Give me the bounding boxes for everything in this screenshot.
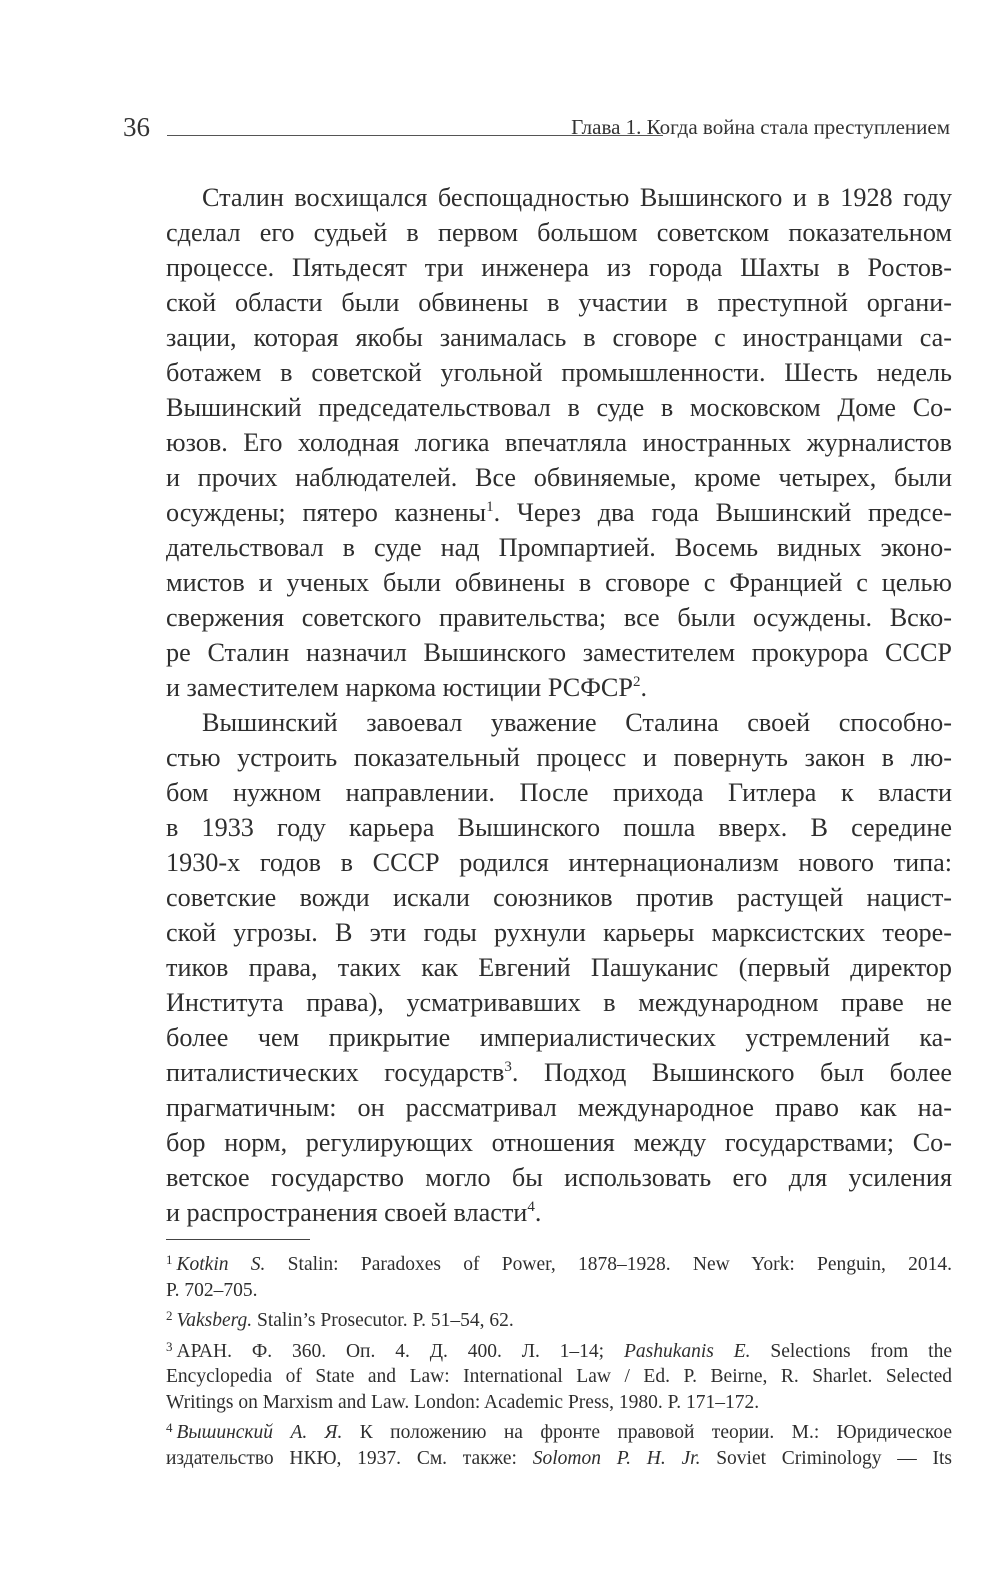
footnote-mark: 2	[166, 1308, 173, 1323]
text-line: сделал его судьей в первом большом советском показательном	[166, 218, 952, 247]
text-run: .	[640, 673, 647, 702]
text-line	[166, 1055, 952, 1090]
footnote-author: Pashukanis E.	[623, 1340, 751, 1362]
footnote-rule	[166, 1239, 310, 1240]
footnote-line	[166, 1252, 952, 1278]
footnote-mark: 3	[166, 1338, 173, 1354]
text-line: свержения советского правительства; все были осуждены. Вско-	[166, 603, 952, 632]
footnote-line	[166, 1420, 952, 1446]
text-run: .	[534, 1198, 542, 1227]
footnote-1	[166, 1252, 952, 1303]
footnote-line: Encyclopedia of State and Law: International Law / Ed. P. Beirne, R. Sharlet. Selected	[166, 1366, 952, 1387]
text-line: процессе. Пятьдесят три инженера из города Шахты в Ростов-	[166, 253, 952, 282]
text-line	[166, 1195, 952, 1230]
footnote-2	[166, 1308, 952, 1334]
text-line: ре Сталин назначил Вышинского заместителем прокурора СССР	[166, 638, 952, 667]
text-line: советские вожди искали союзников против растущей нацист-	[166, 883, 952, 912]
text-line: стью устроить показательный процесс и повернуть закон в лю-	[166, 743, 952, 772]
text-line	[166, 670, 952, 705]
text-line: Вышинский завоевал уважение Сталина своей способно-	[202, 708, 952, 737]
text-line: зации, которая якобы занималась в сговоре с иностранцами са-	[166, 323, 952, 352]
text-run: и заместителем наркома юстиции РСФСР	[166, 673, 633, 702]
text-run: питалистических государств	[166, 1058, 505, 1087]
text-line: Сталин восхищался беспощадностью Вышинского и в 1928 году	[202, 183, 952, 212]
text-line: ботажем в советской угольной промышленности. Шесть недель	[166, 358, 952, 387]
note-ref-3[interactable]: 3	[504, 1059, 512, 1075]
footnote-line: Writings on Marxism and Law. London: Academic Press, 1980. P. 171–172.	[166, 1391, 760, 1413]
footnote-author: Kotkin S.	[176, 1254, 266, 1275]
chapter-title: Глава 1. Когда война стала преступлением	[571, 115, 950, 139]
footnote-author: Solomon P. H. Jr.	[532, 1447, 701, 1469]
footnote-text: Stalin’s Prosecutor. P. 51–54, 62.	[252, 1310, 514, 1331]
text-line: и прочих наблюдателей. Все обвиняемые, кроме четырех, были	[166, 463, 952, 492]
paragraph-2	[166, 705, 952, 1230]
footnote-line	[166, 1308, 952, 1334]
footnote-text: Soviet Criminology — Its	[700, 1447, 952, 1469]
footnote-text: АРАН. Ф. 360. Оп. 4. Д. 400. Л. 1–14;	[176, 1340, 624, 1362]
text-line: бом нужном направлении. После прихода Гитлера к власти	[166, 778, 952, 807]
text-line: ской области были обвинены в участии в преступной органи-	[166, 288, 952, 317]
footnote-4	[166, 1420, 952, 1471]
text-line: в 1933 году карьера Вышинского пошла вверх. В середине	[166, 813, 952, 842]
note-ref-1[interactable]: 1	[486, 499, 494, 515]
text-line	[166, 495, 952, 530]
footnote-author: Вышинский А. Я.	[176, 1422, 343, 1443]
text-line: тиков права, таких как Евгений Пашуканис (первый директор	[166, 953, 952, 982]
text-line: Вышинский председательствовал в суде в московском Доме Со-	[166, 393, 952, 422]
footnotes	[166, 1252, 952, 1471]
footnote-mark: 1	[166, 1252, 173, 1267]
text-line: прагматичным: он рассматривал международное право как на-	[166, 1093, 952, 1122]
text-line: более чем прикрытие империалистических устремлений ка-	[166, 1023, 952, 1052]
footnote-text: издательство НКЮ, 1937. См. также:	[166, 1447, 533, 1469]
text-line: юзов. Его холодная логика впечатляла иностранных журналистов	[166, 428, 952, 457]
note-ref-4[interactable]: 4	[527, 1199, 535, 1215]
text-line: ветское государство могло бы использовать его для усиления	[166, 1163, 952, 1192]
text-run: и распространения своей власти	[166, 1198, 528, 1227]
footnote-text: Stalin: Paradoxes of Power, 1878–1928. New York: Penguin, 2014.	[265, 1254, 952, 1275]
footnote-text: Selections from the	[750, 1340, 952, 1362]
note-ref-2[interactable]: 2	[632, 674, 641, 690]
footnote-3	[166, 1339, 952, 1416]
text-line: Института права), усматривавших в международном праве не	[166, 988, 952, 1017]
text-line: бор норм, регулирующих отношения между государствами; Со-	[166, 1128, 952, 1157]
text-line: дательствовал в суде над Промпартией. Восемь видных эконо-	[166, 533, 952, 562]
footnote-author: Vaksberg.	[176, 1310, 253, 1331]
text-run: . Через два года Вышинский предсе-	[493, 498, 952, 527]
footnote-text: К положению на фронте правовой теории. М.: Юридическое	[342, 1422, 953, 1443]
page-number: 36	[123, 112, 150, 142]
text-run: . Подход Вышинского был более	[511, 1058, 952, 1087]
footnote-line	[166, 1339, 952, 1365]
text-line: мистов и ученых были обвинены в сговоре с Францией с целью	[166, 568, 952, 597]
footnote-line: P. 702–705.	[166, 1279, 258, 1301]
paragraph-1	[166, 180, 952, 705]
footnote-mark: 4	[166, 1420, 173, 1435]
main-text	[166, 180, 952, 1230]
text-run: осуждены; пятеро казнены	[166, 498, 487, 527]
text-line: ской угрозы. В эти годы рухнули карьеры марксистских теоре-	[166, 918, 952, 947]
text-line: 1930-х годов в СССР родился интернационализм нового типа:	[166, 848, 952, 877]
footnote-line	[166, 1446, 952, 1472]
running-header	[123, 108, 950, 142]
